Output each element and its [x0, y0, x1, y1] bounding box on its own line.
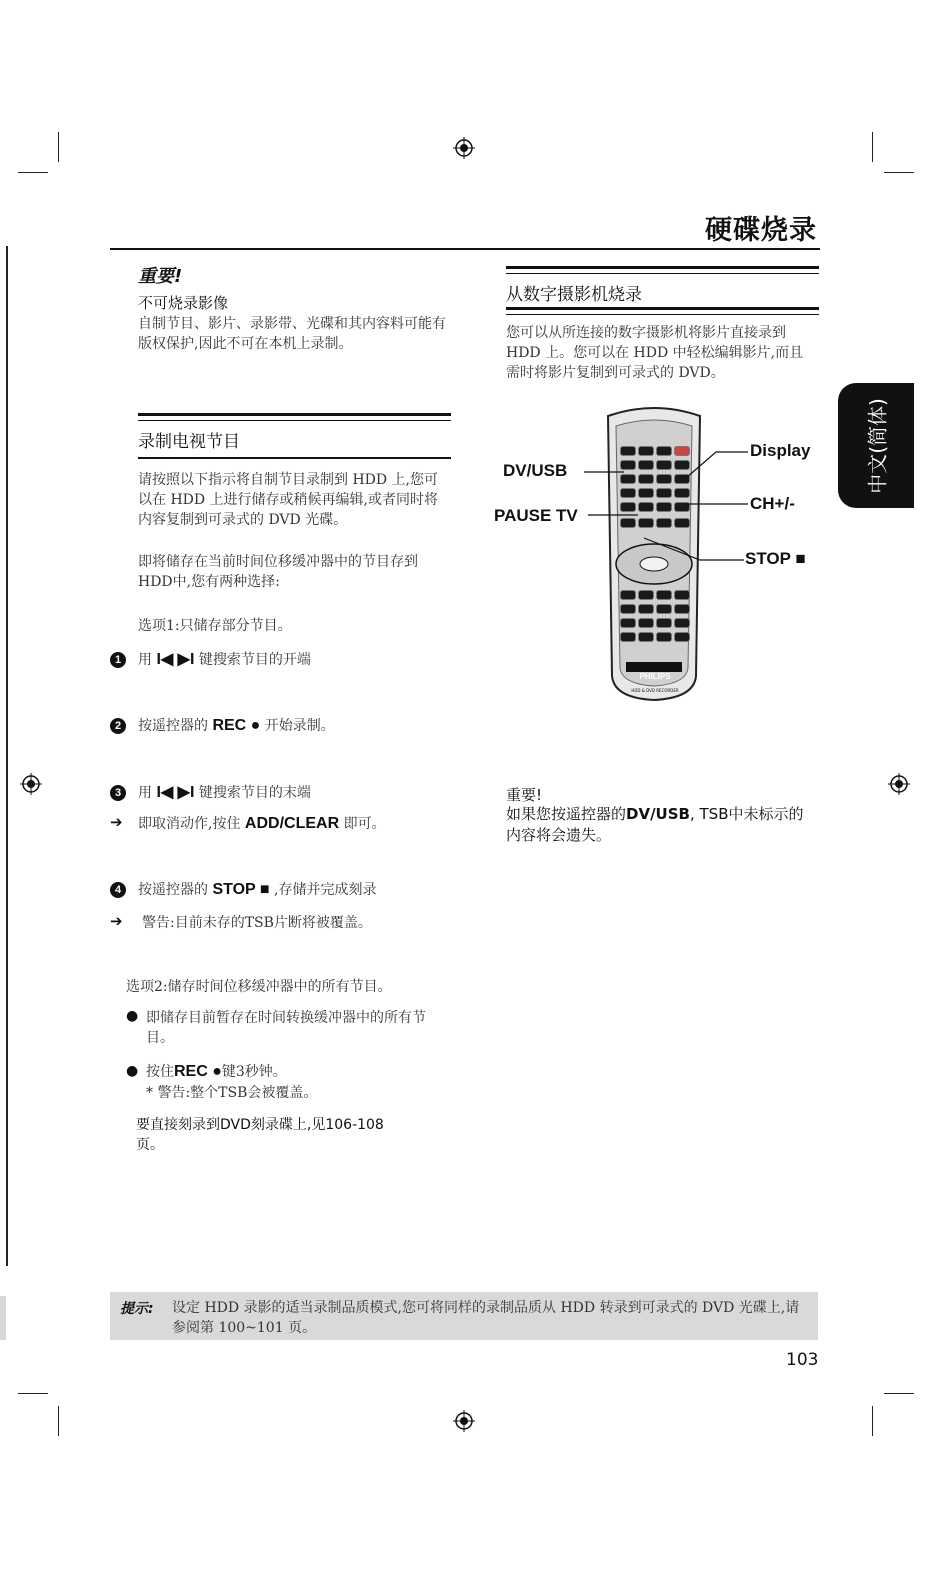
label-dvusb: DV/USB: [503, 461, 568, 480]
step-2: 按遥控器的 REC ● 开始录制。: [138, 717, 335, 734]
remote-button: [638, 590, 654, 600]
important-text: 自制节目、影片、录影带、光碟和其内容料可能有版权保护,因此不可在本机上录制。: [138, 316, 446, 352]
step-3: 用 I◀ ▶I 键搜索节目的末端: [138, 784, 311, 801]
remote-button: [620, 618, 636, 628]
remote-button: [656, 618, 672, 628]
page-number: 103: [786, 1350, 819, 1370]
page-edge-tip: [0, 1296, 6, 1340]
remote-button: [674, 618, 690, 628]
step-number: 1: [110, 652, 126, 668]
crop-mark: [884, 172, 914, 173]
bullet-1: 即储存目前暂存在时间转换缓冲器中的所有节目。: [146, 1010, 426, 1046]
crop-mark: [18, 1393, 48, 1394]
section-heading-dv: 从数字摄影机烧录: [506, 285, 642, 305]
tv-intro2: 即将储存在当前时间位移缓冲器中的节目存到HDD中,您有两种选择:: [138, 554, 418, 590]
page-title: 硬碟烧录: [705, 215, 817, 246]
important-subheading: 不可烧录影像: [138, 294, 229, 312]
important-heading: 重要!: [138, 266, 183, 287]
label-display: Display: [750, 441, 811, 460]
step-3-result: 即取消动作,按住 ADD/CLEAR 即可。: [138, 815, 386, 832]
bullet-icon: ●: [126, 1063, 139, 1079]
language-tab-label: 中文(简体): [865, 397, 890, 494]
dvd-note: 要直接刻录到DVD刻录碟上,见106-108页。: [136, 1117, 384, 1153]
crop-mark: [872, 1406, 873, 1436]
tsb-warning: * 警告:整个TSB会被覆盖。: [146, 1085, 318, 1101]
step-1: 用 I◀ ▶I 键搜索节目的开端: [138, 651, 311, 668]
remote-button: [620, 632, 636, 642]
arrow-icon: ➔: [110, 912, 123, 930]
remote-button: [638, 632, 654, 642]
step-number: 2: [110, 718, 126, 734]
remote-button: [620, 590, 636, 600]
crop-mark: [884, 1393, 914, 1394]
registration-mark-icon: [453, 1410, 475, 1432]
tip-text: 设定 HDD 录影的适当录制品质模式,您可将同样的录制品质从 HDD 转录到可录式的 DVD 光碟上,请参阅第 100~101 页。: [172, 1300, 800, 1336]
remote-button: [674, 604, 690, 614]
registration-mark-icon: [453, 137, 475, 159]
remote-button: [656, 590, 672, 600]
section-rule: [506, 266, 819, 274]
arrow-icon: ➔: [110, 813, 123, 831]
section-rule: [506, 307, 819, 315]
section-rule: [138, 413, 451, 421]
option-1: 选项1:只储存部分节目。: [138, 618, 292, 634]
remote-button: [674, 632, 690, 642]
crop-mark: [58, 132, 59, 162]
crop-mark: [18, 172, 48, 173]
bullet-2: 按住REC ●键3秒钟。: [146, 1063, 287, 1080]
bullet-icon: ●: [126, 1008, 139, 1024]
page-edge: [0, 246, 8, 1266]
dv-important-text: 如果您按遥控器的DV/USB, TSB中未标示的内容将会遗失。: [506, 805, 804, 844]
step-4: 按遥控器的 STOP ■ ,存储并完成刻录: [138, 881, 377, 898]
label-stop: STOP ■: [745, 549, 806, 568]
crop-mark: [872, 132, 873, 162]
step-4-warning: 警告:目前未存的TSB片断将被覆盖。: [142, 915, 372, 931]
callout-lines: [580, 440, 760, 570]
language-tab: [838, 383, 914, 508]
remote-button: [638, 618, 654, 628]
option-2: 选项2:储存时间位移缓冲器中的所有节目。: [126, 979, 392, 995]
dv-important-heading: 重要!: [506, 786, 543, 804]
step-number: 3: [110, 785, 126, 801]
registration-mark-icon: [20, 773, 42, 795]
remote-brand: PHILIPS: [639, 672, 671, 681]
tv-intro: 请按照以下指示将自制节目录制到 HDD 上,您可以在 HDD 上进行储存或稍候再编辑,或者同时将内容复制到可录式的 DVD 光碟。: [138, 472, 439, 528]
title-rule: [110, 248, 820, 250]
step-number: 4: [110, 882, 126, 898]
section-rule: [138, 457, 451, 459]
crop-mark: [58, 1406, 59, 1436]
remote-button: [656, 632, 672, 642]
section-heading-tv: 录制电视节目: [138, 432, 240, 452]
tip-label: 提示:: [120, 1301, 154, 1317]
label-pausetv: PAUSE TV: [494, 506, 578, 525]
remote-button: [656, 604, 672, 614]
remote-button: [638, 604, 654, 614]
label-ch: CH+/-: [750, 494, 795, 513]
dv-text: 您可以从所连接的数字摄影机将影片直接录到 HDD 上。您可以在 HDD 中轻松编辑影片,而且需时将影片复制到可录式的 DVD。: [506, 325, 804, 381]
remote-model: HDD & DVD RECORDER: [631, 688, 679, 693]
remote-button: [620, 604, 636, 614]
registration-mark-icon: [888, 773, 910, 795]
remote-button: [674, 590, 690, 600]
